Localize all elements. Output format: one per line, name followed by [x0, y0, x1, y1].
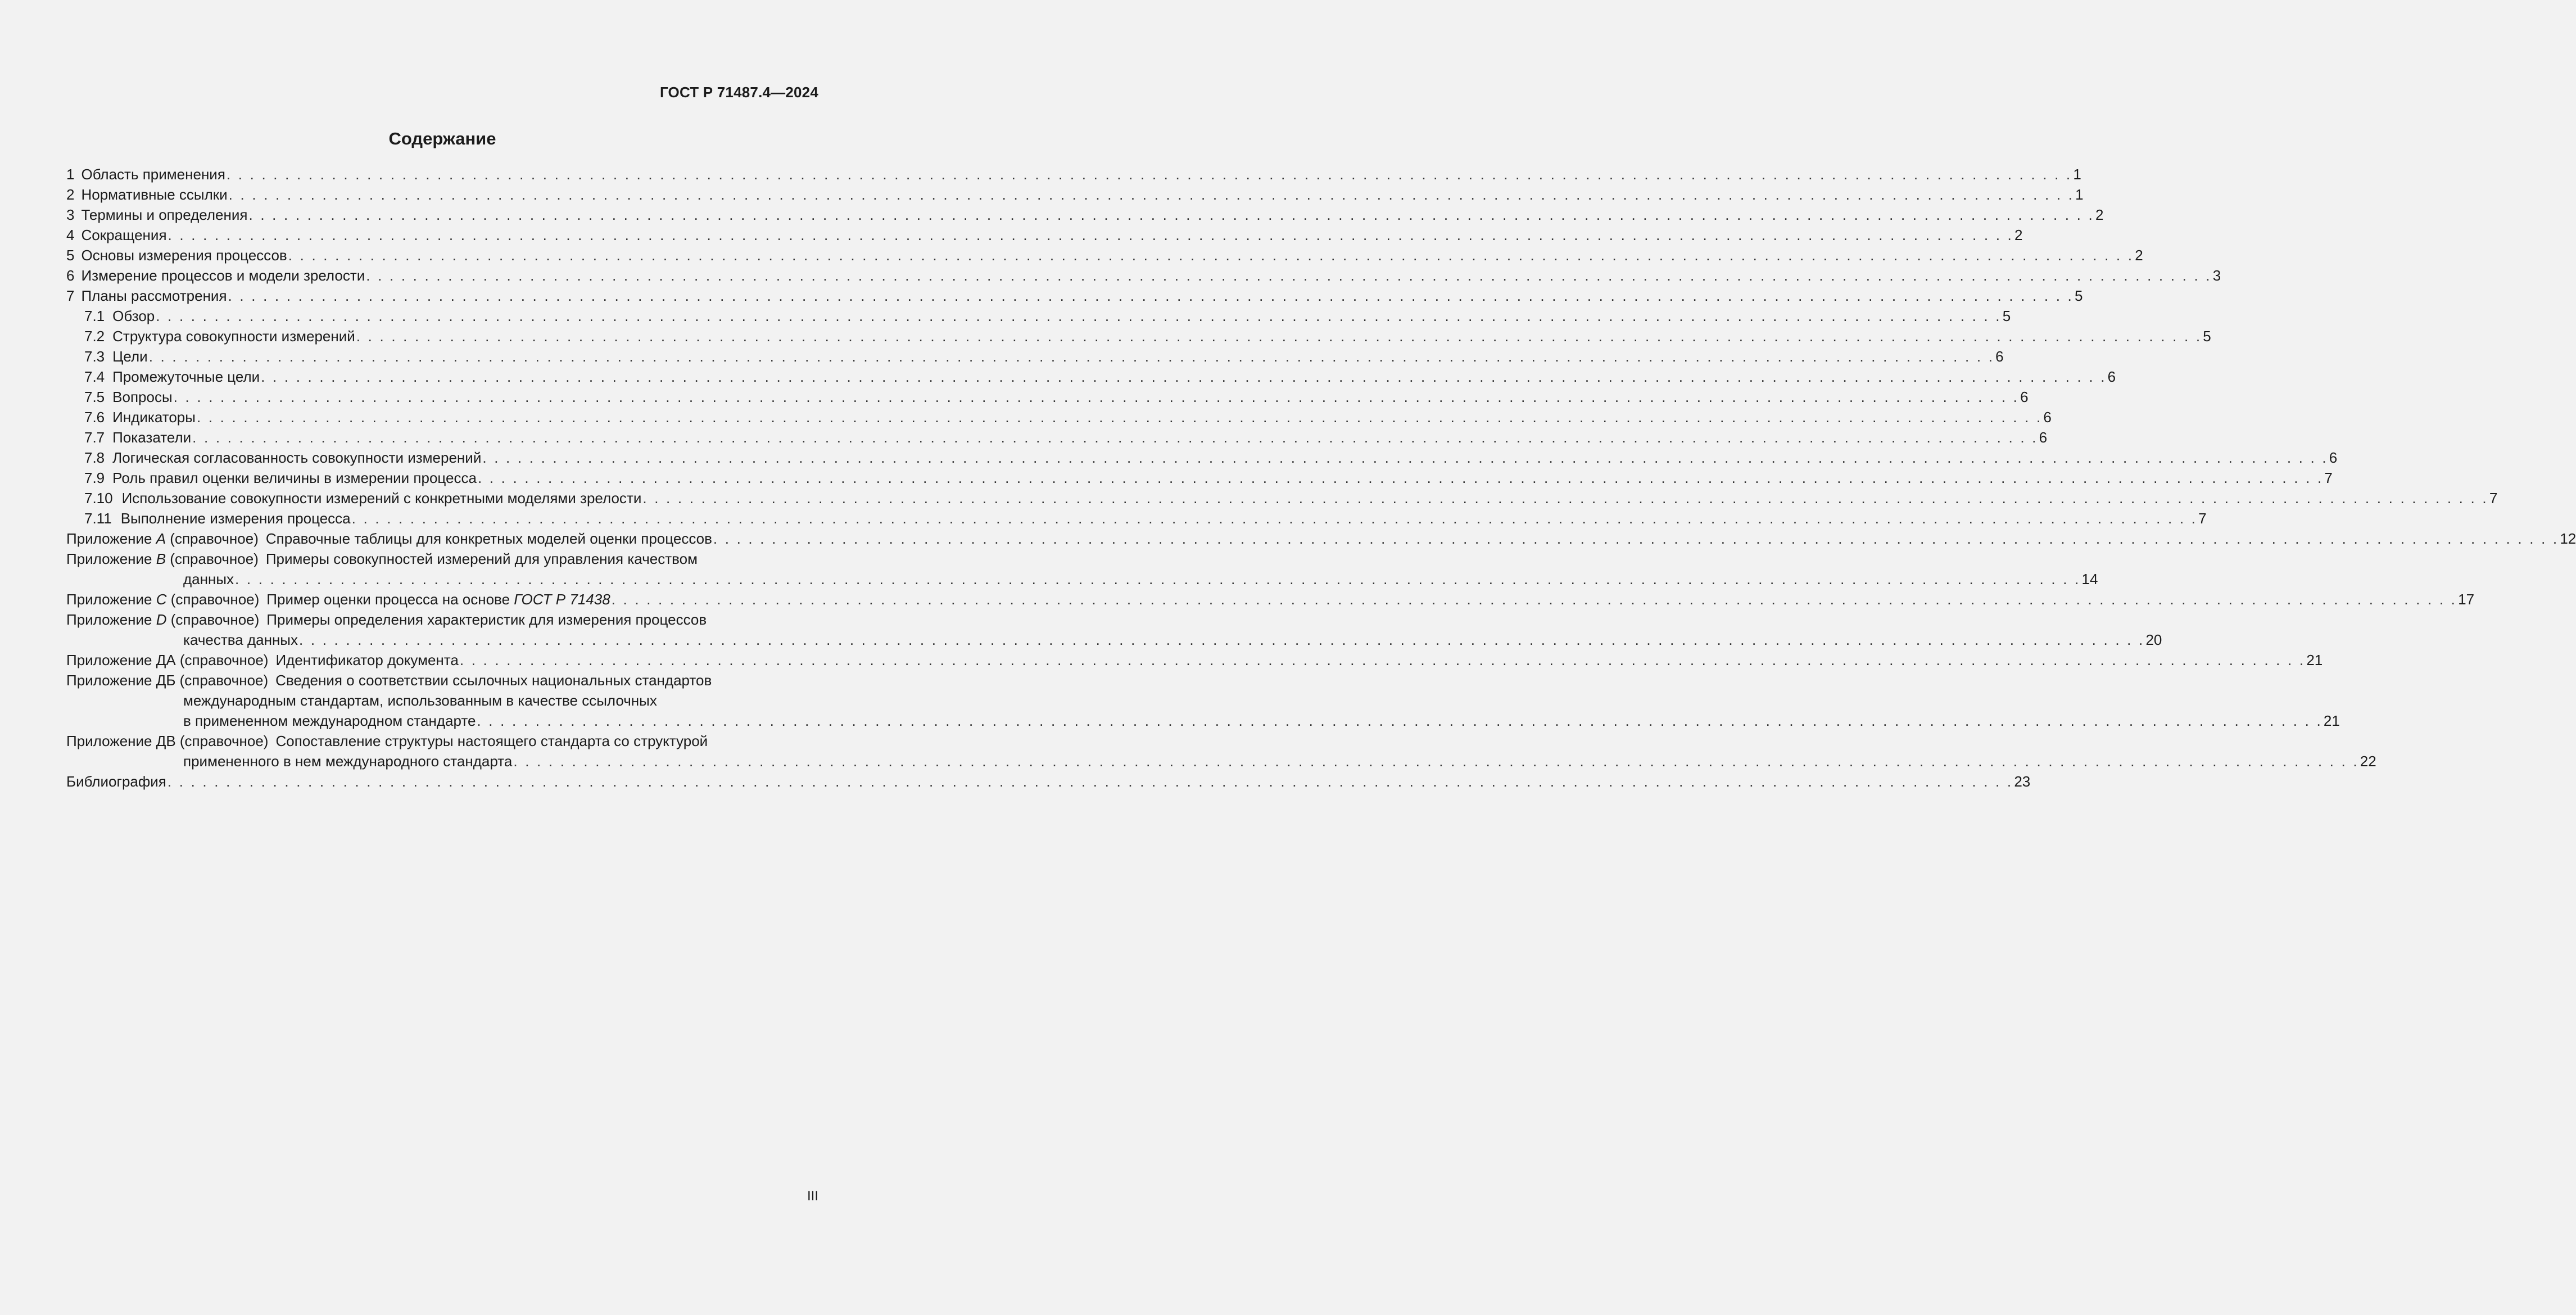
toc-entry-number: 7.3 [84, 348, 105, 365]
dot-leader [713, 528, 2559, 549]
annex-letter: А [156, 530, 166, 547]
toc-entry-label: Обзор [112, 308, 155, 324]
dot-leader [174, 387, 2019, 407]
toc-entry-page: 2 [2014, 227, 2023, 243]
toc-entry-page: 23 [2014, 773, 2031, 790]
label-text: Пример оценки процесса на основе [266, 591, 514, 608]
annex-heading: Приложение ДА (справочное) [66, 652, 269, 668]
toc-entry-page: 6 [1995, 348, 2004, 365]
annex-heading [66, 609, 259, 630]
toc-entry-page: 21 [2306, 652, 2323, 668]
toc-entry-7-9[interactable] [66, 468, 2333, 488]
toc-entry-bibliography[interactable] [66, 771, 2031, 792]
toc-entry-page: 6 [2020, 388, 2029, 405]
toc-entry-7[interactable] [66, 286, 2083, 306]
toc-entry-page: 1 [2075, 186, 2084, 203]
toc-entry-label: Область применения [81, 166, 225, 183]
toc-entry-page: 17 [2458, 591, 2475, 608]
toc-entry-page: 5 [2074, 287, 2083, 304]
toc-entry-page: 6 [2039, 429, 2048, 446]
toc-entry-label: Промежуточные цели [112, 368, 260, 385]
toc-entry-page: 5 [2002, 308, 2011, 324]
toc-entry-annex-a[interactable] [66, 528, 2576, 549]
toc-entry-page: 1 [2073, 166, 2081, 183]
toc-entry-label: Индикаторы [112, 409, 196, 426]
dot-leader [478, 468, 2323, 488]
annex-kind: (справочное) [166, 611, 260, 628]
dot-leader [356, 326, 2202, 346]
annex-heading [66, 528, 259, 549]
dot-leader [149, 346, 1994, 367]
toc-entry-page: 12 [2560, 530, 2576, 547]
toc-entry-label: данных [183, 571, 234, 588]
toc-entry-3[interactable] [66, 205, 2104, 225]
toc-entry-label: Библиография [66, 773, 166, 790]
toc-entry-label: Показатели [112, 429, 192, 446]
dot-leader [513, 751, 2358, 771]
toc-entry-1[interactable] [66, 164, 2081, 184]
toc-entry-label: качества данных [183, 631, 298, 648]
annex-letter: D [156, 611, 167, 628]
toc-entry-number: 7.4 [84, 368, 105, 385]
toc-entry-label: Идентификатор документа [275, 652, 459, 668]
toc-entry-page: 22 [2360, 753, 2376, 770]
toc-entry-label: Основы измерения процессов [81, 247, 287, 264]
toc-entry-page: 6 [2329, 449, 2338, 466]
toc-entry-7-4[interactable] [66, 367, 2116, 387]
toc-entry-page: 5 [2203, 328, 2211, 345]
dot-leader [168, 225, 2013, 245]
toc-entry-page: 6 [2107, 368, 2116, 385]
toc-entry-7-5[interactable] [66, 387, 2029, 407]
dot-leader [192, 427, 2038, 448]
dot-leader [482, 448, 2328, 468]
dot-leader [248, 205, 2094, 225]
toc-entry-label: Логическая согласованность совокупности измерений [112, 449, 482, 466]
dot-leader [227, 164, 2072, 184]
toc-entry-annex-db[interactable] [66, 670, 818, 690]
dot-leader [612, 589, 2457, 609]
toc-entry-page: 14 [2081, 571, 2098, 588]
toc-entry-page: 20 [2145, 631, 2162, 648]
toc-entry-page: 21 [2323, 712, 2340, 729]
toc-entry-label: Сведения о соответствии ссылочных национальных стандартов [275, 672, 712, 689]
dot-leader [167, 771, 2013, 792]
toc-entry-7-7[interactable] [66, 427, 2048, 448]
toc-entry-label: Планы рассмотрения [81, 287, 227, 304]
toc-entry-number: 7.8 [84, 449, 105, 466]
toc-entry-6[interactable] [66, 265, 2221, 286]
dot-leader [228, 286, 2074, 306]
toc-entry-number: 1 [66, 166, 75, 183]
toc-entry-label: Справочные таблицы для конкретных моделей оценки процессов [265, 530, 712, 547]
annex-heading: Приложение ДБ (справочное) [66, 672, 269, 689]
toc-entry-label: Структура совокупности измерений [112, 328, 355, 345]
annex-heading [66, 549, 259, 569]
toc-entry-label: Примеры определения характеристик для измерения процессов [266, 611, 707, 628]
toc-entry-7-1[interactable] [66, 306, 2011, 326]
toc-entry-number: 7.7 [84, 429, 105, 446]
toc-entry-number: 3 [66, 206, 75, 223]
toc-entry-page: 2 [2135, 247, 2143, 264]
toc-entry-annex-db-cont-2[interactable] [66, 711, 2340, 731]
toc-entry-annex-db-cont-1[interactable] [66, 690, 818, 711]
toc-entry-annex-d[interactable] [66, 609, 818, 630]
annex-heading [66, 589, 259, 609]
toc-entry-annex-c[interactable] [66, 589, 2475, 609]
toc-entry-label: Сокращения [81, 227, 167, 243]
toc-entry-7-3[interactable] [66, 346, 2004, 367]
toc-entry-label: Нормативные ссылки [81, 186, 228, 203]
toc-entry-number: 6 [66, 267, 75, 284]
page-number: III [807, 1189, 818, 1204]
toc-entry-annex-b-cont[interactable] [66, 569, 2098, 589]
dot-leader [156, 306, 2001, 326]
toc-entry-annex-d-cont[interactable] [66, 630, 2162, 650]
annex-kind: (справочное) [166, 550, 259, 567]
toc-entry-label: Использование совокупности измерений с конкретными моделями зрелости [121, 490, 642, 507]
toc-entry-7-8[interactable] [66, 448, 2338, 468]
toc-entry-label: примененного в нем международного стандарта [183, 753, 513, 770]
annex-letter: С [156, 591, 167, 608]
toc-entry-page: 3 [2212, 267, 2221, 284]
dot-leader [352, 508, 2197, 528]
toc-entry-page: 7 [2198, 510, 2207, 527]
toc-entry-number: 7.6 [84, 409, 105, 426]
toc-entry-number: 7.11 [84, 510, 112, 527]
annex-heading: Приложение ДВ (справочное) [66, 733, 269, 749]
toc-entry-4[interactable] [66, 225, 2023, 245]
toc-entry-label: Роль правил оценки величины в измерении процесса [112, 469, 477, 486]
toc-entry-number: 7.10 [84, 490, 113, 507]
annex-letter: В [156, 550, 166, 567]
annex-kind: (справочное) [166, 530, 259, 547]
table-of-contents [66, 164, 2576, 792]
toc-entry-label: Цели [112, 348, 148, 365]
toc-entry-page: 7 [2324, 469, 2333, 486]
toc-entry-number: 4 [66, 227, 75, 243]
toc-entry-page: 6 [2043, 409, 2052, 426]
annex-prefix: Приложение [66, 591, 156, 608]
toc-entry-label: в примененном международном стандарте [183, 712, 476, 729]
toc-entry-2[interactable] [66, 184, 2084, 205]
toc-entry-7-10[interactable] [66, 488, 2498, 508]
toc-entry-label: Сопоставление структуры настоящего стандарта со структурой [275, 733, 708, 749]
toc-entry-number: 7 [66, 287, 75, 304]
toc-entry-number: 7.1 [84, 308, 105, 324]
toc-entry-number: 2 [66, 186, 75, 203]
page-title: Содержание [388, 129, 496, 148]
standard-reference: ГОСТ Р 71438 [514, 591, 610, 608]
toc-entry-7-6[interactable] [66, 407, 2052, 427]
dot-leader [477, 711, 2322, 731]
toc-entry-number: 7.2 [84, 328, 105, 345]
toc-entry-number: 7.9 [84, 469, 105, 486]
toc-entry-page: 2 [2095, 206, 2104, 223]
dot-leader [197, 407, 2042, 427]
toc-entry-label: международным стандартам, использованным в качестве ссылочных [183, 692, 657, 709]
annex-prefix: Приложение [66, 530, 156, 547]
dot-leader [460, 650, 2305, 670]
annex-prefix: Приложение [66, 550, 156, 567]
toc-entry-label [266, 589, 610, 609]
annex-prefix: Приложение [66, 611, 156, 628]
dot-leader [261, 367, 2106, 387]
toc-entry-page: 7 [2489, 490, 2498, 507]
toc-entry-annex-dv-cont[interactable] [66, 751, 2376, 771]
toc-entry-label: Примеры совокупностей измерений для управления качеством [265, 550, 698, 567]
toc-entry-annex-da[interactable] [66, 650, 2323, 670]
dot-leader [366, 265, 2211, 286]
toc-entry-7-11[interactable] [66, 508, 2207, 528]
toc-entry-7-2[interactable] [66, 326, 2211, 346]
doc-code: ГОСТ Р 71487.4—2024 [659, 84, 818, 101]
toc-entry-label: Измерение процессов и модели зрелости [81, 267, 365, 284]
toc-entry-5[interactable] [66, 245, 2143, 265]
toc-entry-label: Выполнение измерения процесса [120, 510, 351, 527]
dot-leader [642, 488, 2488, 508]
dot-leader [235, 569, 2080, 589]
toc-entry-number: 7.5 [84, 388, 105, 405]
dot-leader [229, 184, 2074, 205]
toc-entry-label: Вопросы [112, 388, 173, 405]
dot-leader [299, 630, 2144, 650]
toc-entry-annex-b[interactable] [66, 549, 818, 569]
toc-entry-annex-dv[interactable] [66, 731, 818, 751]
toc-entry-number: 5 [66, 247, 75, 264]
annex-kind: (справочное) [166, 591, 260, 608]
dot-leader [288, 245, 2134, 265]
toc-entry-label: Термины и определения [81, 206, 248, 223]
